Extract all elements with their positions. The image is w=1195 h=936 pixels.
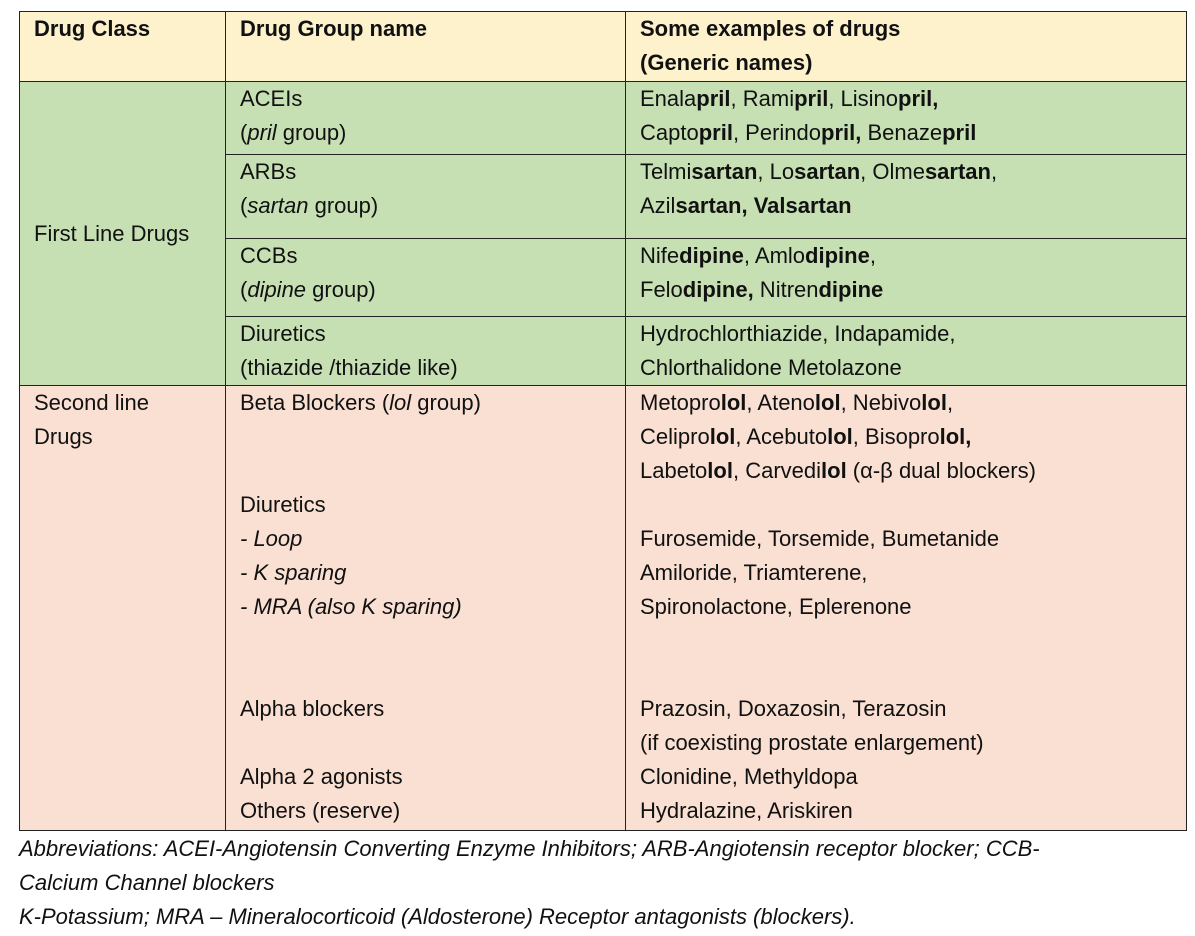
examples-alpha-2-agonists: Clonidine, Methyldopa [640, 764, 858, 789]
group-diuretics: Diuretics [240, 492, 326, 517]
group-aceis: ACEIs (pril group) [226, 82, 626, 155]
header-row [20, 12, 1187, 82]
abbreviations-footnote [19, 832, 1189, 934]
class-second-line: Second line Drugs [20, 386, 226, 831]
examples-others: Hydralazine, Ariskiren [640, 798, 853, 823]
group-arbs: ARBs (sartan group) [226, 155, 626, 239]
example-line: Captopril, Perindopril, Benazepril [640, 120, 977, 145]
second-line-groups [226, 386, 626, 831]
example-line: Metoprolol, Atenolol, Nebivolol, [640, 390, 954, 415]
footnote-line: Calcium Channel blockers [19, 870, 275, 895]
group-others: Others (reserve) [240, 798, 401, 823]
table-row [20, 82, 1187, 155]
group-beta-blockers: Beta Blockers (lol group) [240, 390, 481, 415]
group-alpha-blockers: Alpha blockers [240, 696, 385, 721]
example-line: Felodipine, Nitrendipine [640, 277, 884, 302]
example-line: Telmisartan, Losartan, Olmesartan, [640, 159, 998, 184]
class-first-line: First Line Drugs [20, 82, 226, 386]
group-thiazide-diuretics: Diuretics (thiazide /thiazide like) [226, 317, 626, 386]
example-line: Azilsartan, Valsartan [640, 193, 852, 218]
examples-beta-blockers [640, 386, 1172, 488]
group-loop: - Loop [240, 526, 303, 551]
header-drug-group-name: Drug Group name [226, 12, 626, 82]
examples-thiazide-diuretics [626, 317, 1187, 386]
drug-classes-table [19, 11, 1187, 831]
examples-k-sparing: Amiloride, Triamterene, [640, 560, 868, 585]
example-line: Nifedipine, Amlodipine, [640, 243, 876, 268]
examples-alpha-blockers: Prazosin, Doxazosin, Terazosin [640, 696, 947, 721]
group-k-sparing: - K sparing [240, 560, 347, 585]
example-line: Enalapril, Ramipril, Lisinopril, [640, 86, 939, 111]
header-examples: Some examples of drugs (Generic names) [626, 12, 1187, 82]
header-drug-class: Drug Class [20, 12, 226, 82]
table-row [20, 386, 1187, 831]
example-line: Hydrochlorthiazide, Indapamide, [640, 321, 956, 346]
example-line: Labetolol, Carvedilol (α-β dual blockers) [640, 458, 1036, 483]
group-alpha-2-agonists: Alpha 2 agonists [240, 764, 403, 789]
examples-aceis [626, 82, 1187, 155]
examples-ccbs [626, 239, 1187, 317]
examples-mra: Spironolactone, Eplerenone [640, 594, 912, 619]
group-ccbs: CCBs (dipine group) [226, 239, 626, 317]
examples-alpha-blockers-note: (if coexisting prostate enlargement) [640, 730, 984, 755]
footnote-line: K-Potassium; MRA – Mineralocorticoid (Aldosterone) Receptor antagonists (blockers). [19, 904, 856, 929]
group-mra: - MRA (also K sparing) [240, 594, 462, 619]
example-line: Celiprolol, Acebutolol, Bisoprolol, [640, 424, 972, 449]
examples-loop: Furosemide, Torsemide, Bumetanide [640, 526, 1000, 551]
footnote-line: Abbreviations: ACEI-Angiotensin Converting Enzyme Inhibitors; ARB-Angiotensin receptor blocker; CCB- [19, 836, 1040, 861]
example-line: Chlorthalidone Metolazone [640, 355, 902, 380]
examples-arbs [626, 155, 1187, 239]
second-line-examples [626, 386, 1187, 831]
